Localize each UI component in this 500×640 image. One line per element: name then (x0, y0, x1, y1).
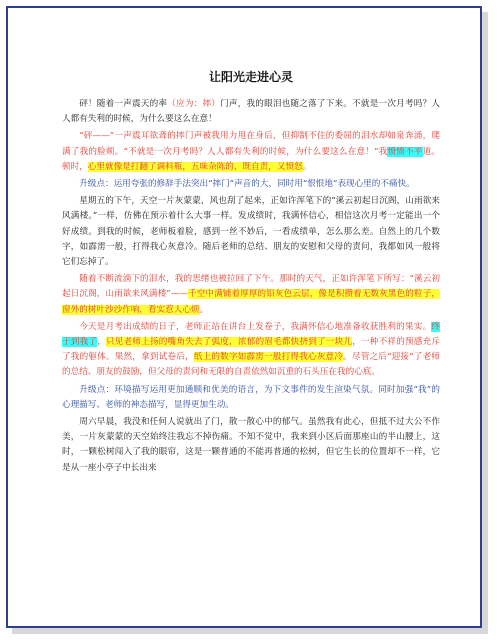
highlight-cyan-2: 终于到我了 (62, 321, 440, 348)
correction-note: （应为：摔） (167, 99, 221, 109)
paragraph-2-a: “砰——”一声震耳欲聋的摔门声被我用力甩在身后，但抑制不住的委屈的泪水却如泉奔涌，爬满了我的脸颊。“不就是一次月考吗？人人都有失利的时候，为什么要这么在意！”我 (62, 131, 440, 157)
paragraph-2-c: 。 (302, 161, 312, 172)
upgrade-note-2: 升级点：环境描写运用更加通顺和优美的语言，为下文事件的发生渲染气氛。同时加强“我”的心理描写、老师的神态描写，显得更加生动。 (62, 384, 440, 410)
paragraph-3: 星期五的下午，天空一片灰蒙蒙，风也刮了起来，正如许浑笔下的“溪云初起日沉阁，山雨欲来风满楼。”一样，仿佛在预示着什么大事一样。发成绩时，我满怀信心，相信这次月考一定能出一个好成绩。到我的时候，老师板着脸，感到一丝不妙后，一看成绩单，怎么那么差。自然上的几个数字，如霹雳一般，打得我心灰意冷。随后老师的总结、朋友的安慰和父母的责问，我都如风一般将它们忘掉了。 (62, 196, 440, 268)
paragraph-2-b: 道。顿时， (62, 146, 440, 172)
paragraph-5-revised (62, 320, 440, 381)
upgrade-note-1: 升级点：运用夸张的修辞手法突出“摔门”声音的大，同时用“恨恨地”表现心里的不痛快。 (79, 179, 415, 190)
paragraph-1-lead: 砰！随着一声震天的率 (79, 99, 168, 109)
paragraph-6: 周六早晨，我没和任何人说就出了门，散一散心中的郁气。虽然我有此心，但抵不过大公不作美，一片灰蒙蒙的天空始终注我忘不掉伤痛。不知不觉中，我来到小区后面那座山的半山腰上，这时，一颗松树闯入了我的眼帘，这是一颗普通的不能再普通的松树，但它生长的位置却不一样，它是从一座小亭子中长出来 (62, 417, 440, 473)
paragraph-5-a: 今天是月考出成绩的日子，老师正站在讲台上发卷子，我满怀信心地准备收获胜利的果实。 (79, 321, 432, 332)
highlight-yellow-1: 心里就像是打翻了调料瓶，五味杂陈的，既自责，又愤怒 (87, 161, 303, 172)
highlight-cyan-1: 愤愤不平 (387, 146, 423, 157)
document-page (62, 60, 440, 476)
highlight-yellow-2: 千空中满铺着厚厚的铅灰色云层，像是积攒着无数灰黑色的粒子，窗外的树叶沙沙作响，看实惹人心烦 (62, 289, 440, 315)
paragraph-1-rest: 门声，我的眼泪也随之落了下来。不就是一次月考吗？人人都有失利的时候，为什么要这么在意！ (62, 99, 440, 125)
paragraph-5-d: 。尽管之后“迎接”了老师的总结、朋友的鼓励，但父母的责问和无限的自责依然如沉重的石头压在我的心底。 (62, 352, 440, 378)
document-title: 让阳光走进心灵 (208, 70, 293, 84)
highlight-yellow-3: 只见老师上扬的嘴角失去了弧度，浓郁的眉毛都快挤到了一块儿 (105, 337, 353, 348)
paragraph-5-b: ， (97, 337, 106, 348)
paragraph-1 (62, 97, 440, 127)
paragraph-2-revised (62, 129, 440, 175)
paragraph-4-revised (62, 272, 440, 318)
paragraph-5-c: ，一种不祥的预感充斥了我的躯体。果然，拿到试卷后， (62, 337, 440, 363)
paragraph-4-b: 。 (199, 304, 209, 315)
highlight-yellow-4: 纸上的数字如霹雳一般打得我心灰意冷 (193, 352, 344, 363)
paragraph-4-a: 随着不断流淌下的泪水，我的思绪也被拉回了下午。那时的天气，正如许浑笔下所写：“溪云初起日沉阁，山雨欲来风满楼”—— (62, 274, 440, 300)
